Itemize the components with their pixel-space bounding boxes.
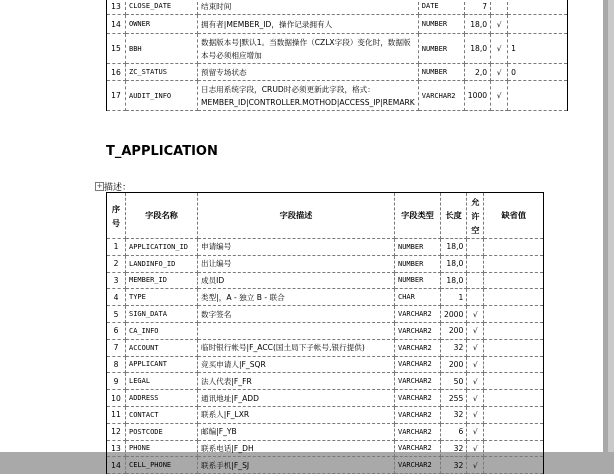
cell-no: 13: [107, 440, 126, 457]
cell-length: 18,0: [464, 34, 490, 64]
table-move-handle-icon[interactable]: +: [96, 182, 103, 190]
cell-length: 50: [441, 373, 467, 390]
cell-field-name: APPLICATION_ID: [126, 239, 198, 256]
cell-field-name: SIGN_DATA: [126, 306, 198, 323]
cell-length: 255: [441, 390, 467, 407]
cell-no: 6: [107, 322, 126, 339]
cell-nullable: √: [467, 322, 484, 339]
cell-nullable: [467, 289, 484, 306]
cell-field-desc: 预留专场状态: [198, 64, 419, 81]
description-label: 描述：: [104, 183, 132, 193]
cell-field-type: NUMBER: [418, 15, 464, 34]
table-row: [107, 15, 568, 34]
cell-length: 32: [441, 339, 467, 356]
fields-table-continued: [106, 0, 568, 111]
cell-length: 2000: [441, 306, 467, 323]
cell-default: [484, 457, 544, 474]
cell-default: [484, 440, 544, 457]
cell-field-name: PHONE: [126, 440, 198, 457]
cell-field-desc: 法人代表|F_FR: [198, 373, 395, 390]
cell-field-type: DATE: [418, 0, 464, 15]
table-row: [107, 423, 544, 440]
cell-default: [484, 306, 544, 323]
cell-no: 8: [107, 356, 126, 373]
cell-nullable: √: [467, 390, 484, 407]
cell-length: 18,0: [441, 272, 467, 289]
cell-default: [484, 289, 544, 306]
cell-field-desc: 联系人|F_LXR: [198, 406, 395, 423]
cell-field-desc: 出让编号: [198, 255, 395, 272]
cell-no: 12: [107, 423, 126, 440]
cell-no: 10: [107, 390, 126, 407]
table-row: [107, 356, 544, 373]
table-row: [107, 457, 544, 474]
scrollbar-track[interactable]: [608, 0, 614, 452]
table-row: [107, 81, 568, 111]
cell-field-name: ZC_STATUS: [126, 64, 198, 81]
cell-default: [484, 423, 544, 440]
cell-field-name: TYPE: [126, 289, 198, 306]
cell-field-desc: 结束时间: [198, 0, 419, 15]
cell-default: [508, 15, 568, 34]
cell-field-desc: 临时银行帐号|F_ACC(国土局下子帐号,银行提供): [198, 339, 395, 356]
cell-length: 18,0: [441, 239, 467, 256]
cell-field-name: LANDINFO_ID: [126, 255, 198, 272]
cell-nullable: [467, 272, 484, 289]
cell-field-name: OWNER: [126, 15, 198, 34]
cell-length: 32: [441, 440, 467, 457]
cell-nullable: √: [491, 64, 508, 81]
cell-no: 7: [107, 339, 126, 356]
cell-default: 0: [508, 64, 568, 81]
header-field-type: 字段类型: [395, 193, 441, 239]
cell-length: 200: [441, 322, 467, 339]
header-no: 序号: [107, 193, 126, 239]
cell-field-type: VARCHAR2: [395, 440, 441, 457]
cell-length: 2,0: [464, 64, 490, 81]
cell-default: [484, 239, 544, 256]
cell-field-type: VARCHAR2: [395, 339, 441, 356]
cell-field-name: CELL_PHONE: [126, 457, 198, 474]
cell-field-type: VARCHAR2: [395, 306, 441, 323]
cell-field-type: VARCHAR2: [418, 81, 464, 111]
cell-nullable: [491, 0, 508, 15]
cell-default: [484, 356, 544, 373]
cell-no: 14: [107, 457, 126, 474]
cell-length: 200: [441, 356, 467, 373]
cell-field-name: ACCOUNT: [126, 339, 198, 356]
header-default: 缺省值: [484, 193, 544, 239]
table-row: [107, 272, 544, 289]
table-row: [107, 322, 544, 339]
cell-nullable: √: [491, 81, 508, 111]
cell-field-type: VARCHAR2: [395, 406, 441, 423]
cell-no: 1: [107, 239, 126, 256]
cell-no: 14: [107, 15, 126, 34]
cell-field-type: VARCHAR2: [395, 322, 441, 339]
cell-default: [508, 0, 568, 15]
cell-field-type: NUMBER: [395, 255, 441, 272]
table-row: [107, 0, 568, 15]
cell-nullable: √: [467, 423, 484, 440]
cell-field-desc: 数字签名: [198, 306, 395, 323]
cell-field-name: LEGAL: [126, 373, 198, 390]
cell-nullable: √: [467, 373, 484, 390]
table-row: [107, 440, 544, 457]
cell-no: 4: [107, 289, 126, 306]
cell-no: 13: [107, 0, 126, 15]
cell-default: [484, 339, 544, 356]
cell-field-type: VARCHAR2: [395, 356, 441, 373]
cell-default: [484, 322, 544, 339]
table-row: [107, 390, 544, 407]
cell-field-desc: [198, 322, 395, 339]
cell-no: 17: [107, 81, 126, 111]
cell-field-desc: 竞买申请人|F_SQR: [198, 356, 395, 373]
cell-length: 32: [441, 406, 467, 423]
cell-field-desc: 联系手机|F_SJ: [198, 457, 395, 474]
table-row: [107, 64, 568, 81]
cell-no: 11: [107, 406, 126, 423]
cell-nullable: √: [467, 406, 484, 423]
cell-default: [484, 373, 544, 390]
cell-length: 18,0: [441, 255, 467, 272]
cell-field-desc: 联系电话|F_DH: [198, 440, 395, 457]
table-row: [107, 34, 568, 64]
cell-field-name: APPLICANT: [126, 356, 198, 373]
cell-length: 1000: [464, 81, 490, 111]
header-field-desc: 字段描述: [198, 193, 395, 239]
cell-default: [484, 390, 544, 407]
cell-default: [484, 272, 544, 289]
cell-length: 18,0: [464, 15, 490, 34]
cell-nullable: √: [467, 440, 484, 457]
cell-length: 32: [441, 457, 467, 474]
cell-field-type: NUMBER: [395, 272, 441, 289]
table-row: [107, 373, 544, 390]
cell-no: 3: [107, 272, 126, 289]
table-header-row: [107, 193, 544, 239]
cell-field-desc: 类型|，A - 独立 B - 联合: [198, 289, 395, 306]
cell-field-type: VARCHAR2: [395, 457, 441, 474]
cell-length: 7: [464, 0, 490, 15]
cell-field-desc: 日志用系统字段，CRUD时必须更新此字段，格式：MEMBER_ID|CONTROLLER.MOTHOD|ACCESS_IP|REMARK: [198, 81, 419, 111]
cell-field-type: CHAR: [395, 289, 441, 306]
cell-nullable: √: [467, 356, 484, 373]
cell-no: 9: [107, 373, 126, 390]
cell-no: 5: [107, 306, 126, 323]
cell-field-name: AUDIT_INFO: [126, 81, 198, 111]
table-row: [107, 239, 544, 256]
header-length: 长度: [441, 193, 467, 239]
cell-nullable: √: [467, 339, 484, 356]
cell-field-type: NUMBER: [418, 34, 464, 64]
cell-field-desc: 通讯地址|F_ADD: [198, 390, 395, 407]
cell-field-name: POSTCODE: [126, 423, 198, 440]
cell-field-name: MEMBER_ID: [126, 272, 198, 289]
cell-nullable: [467, 239, 484, 256]
cell-field-desc: 成员ID: [198, 272, 395, 289]
cell-field-desc: 数据版本号|默认1。当数据操作（CZLX字段）变化时，数据版本号必须相应增加: [198, 34, 419, 64]
cell-field-desc: 申请编号: [198, 239, 395, 256]
cell-field-type: VARCHAR2: [395, 423, 441, 440]
cell-field-type: NUMBER: [418, 64, 464, 81]
cell-nullable: √: [467, 306, 484, 323]
cell-field-desc: 邮编|F_YB: [198, 423, 395, 440]
table-row: [107, 255, 544, 272]
table-row: [107, 339, 544, 356]
cell-no: 2: [107, 255, 126, 272]
cell-default: 1: [508, 34, 568, 64]
cell-field-type: VARCHAR2: [395, 373, 441, 390]
table-row: [107, 289, 544, 306]
cell-field-name: CA_INFO: [126, 322, 198, 339]
cell-no: 15: [107, 34, 126, 64]
cell-default: [484, 406, 544, 423]
cell-nullable: √: [467, 457, 484, 474]
cell-default: [508, 81, 568, 111]
table-section-title: T_APPLICATION: [106, 144, 218, 159]
cell-no: 16: [107, 64, 126, 81]
table-row: [107, 306, 544, 323]
cell-field-type: NUMBER: [395, 239, 441, 256]
cell-field-name: CONTACT: [126, 406, 198, 423]
cell-length: 6: [441, 423, 467, 440]
cell-field-name: CLOSE_DATE: [126, 0, 198, 15]
header-field-name: 字段名称: [126, 193, 198, 239]
cell-field-desc: 拥有者|MEMBER_ID，操作记录拥有人: [198, 15, 419, 34]
application-fields-table: [106, 192, 544, 474]
cell-length: 1: [441, 289, 467, 306]
cell-field-type: VARCHAR2: [395, 390, 441, 407]
header-nullable: 允许空: [467, 193, 484, 239]
table-row: [107, 406, 544, 423]
cell-field-name: ADDRESS: [126, 390, 198, 407]
cell-nullable: √: [491, 15, 508, 34]
cell-default: [484, 255, 544, 272]
cell-nullable: √: [491, 34, 508, 64]
cell-field-name: BBH: [126, 34, 198, 64]
cell-nullable: [467, 255, 484, 272]
